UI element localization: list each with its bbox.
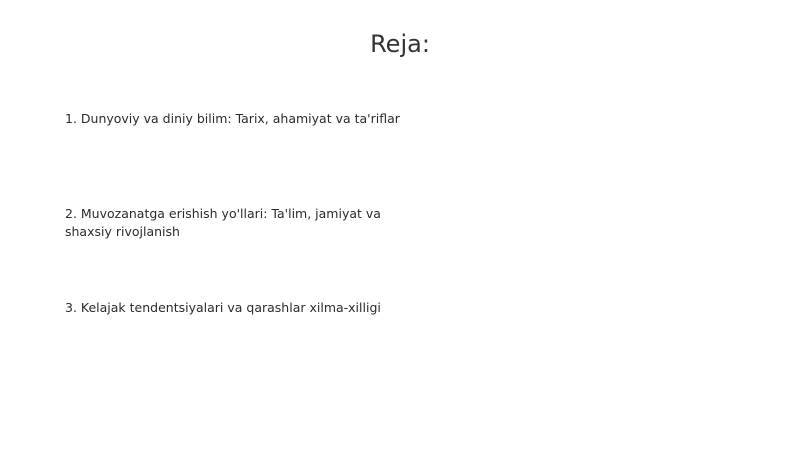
plan-item-3: 3. Kelajak tendentsiyalari va qarashlar xilma-xilligi [65, 300, 381, 315]
plan-item-2: 2. Muvozanatga erishish yo'llari: Ta'lim, jamiyat va shaxsiy rivojlanish [65, 206, 381, 239]
plan-item-1: 1. Dunyoviy va diniy bilim: Tarix, ahamiyat va ta'riflar [65, 111, 400, 126]
slide-title: Reja: [370, 30, 430, 58]
